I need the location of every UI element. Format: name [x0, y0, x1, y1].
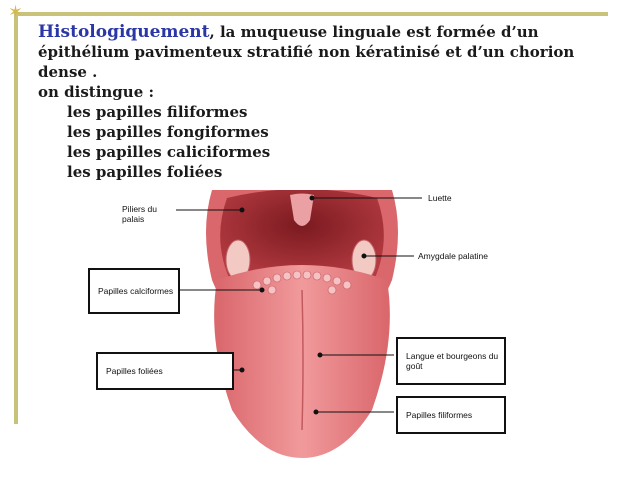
box-langue: Langue et bourgeons du goût [396, 337, 506, 385]
title-word: Histologiquement [38, 22, 210, 42]
tongue-figure [92, 190, 510, 458]
list-item: les papilles foliées [67, 163, 223, 181]
box-caliciformes: Papilles calciformes [88, 268, 180, 314]
label-amygdale: Amygdale palatine [418, 251, 488, 261]
distinguish-line: on distingue : [38, 83, 154, 101]
slide-text [38, 22, 618, 182]
box-foliees: Papilles foliées [96, 352, 234, 390]
star-icon: ✶ [8, 2, 24, 23]
intro-rest: , la muqueuse linguale est formée d’un épithélium pavimenteux stratifié non kératinisé et d’un chorion dense . [38, 23, 575, 81]
list-item: les papilles caliciformes [67, 143, 271, 161]
label-luette: Luette [428, 193, 452, 203]
label-piliers: Piliers du palais [122, 204, 157, 224]
box-filiformes: Papilles filiformes [396, 396, 506, 434]
slide-top-border [14, 12, 608, 16]
slide-left-border [14, 12, 18, 424]
papillae-list [38, 102, 618, 182]
list-item: les papilles filiformes [67, 103, 248, 121]
intro-paragraph [38, 22, 618, 82]
list-item: les papilles fongiformes [67, 123, 269, 141]
